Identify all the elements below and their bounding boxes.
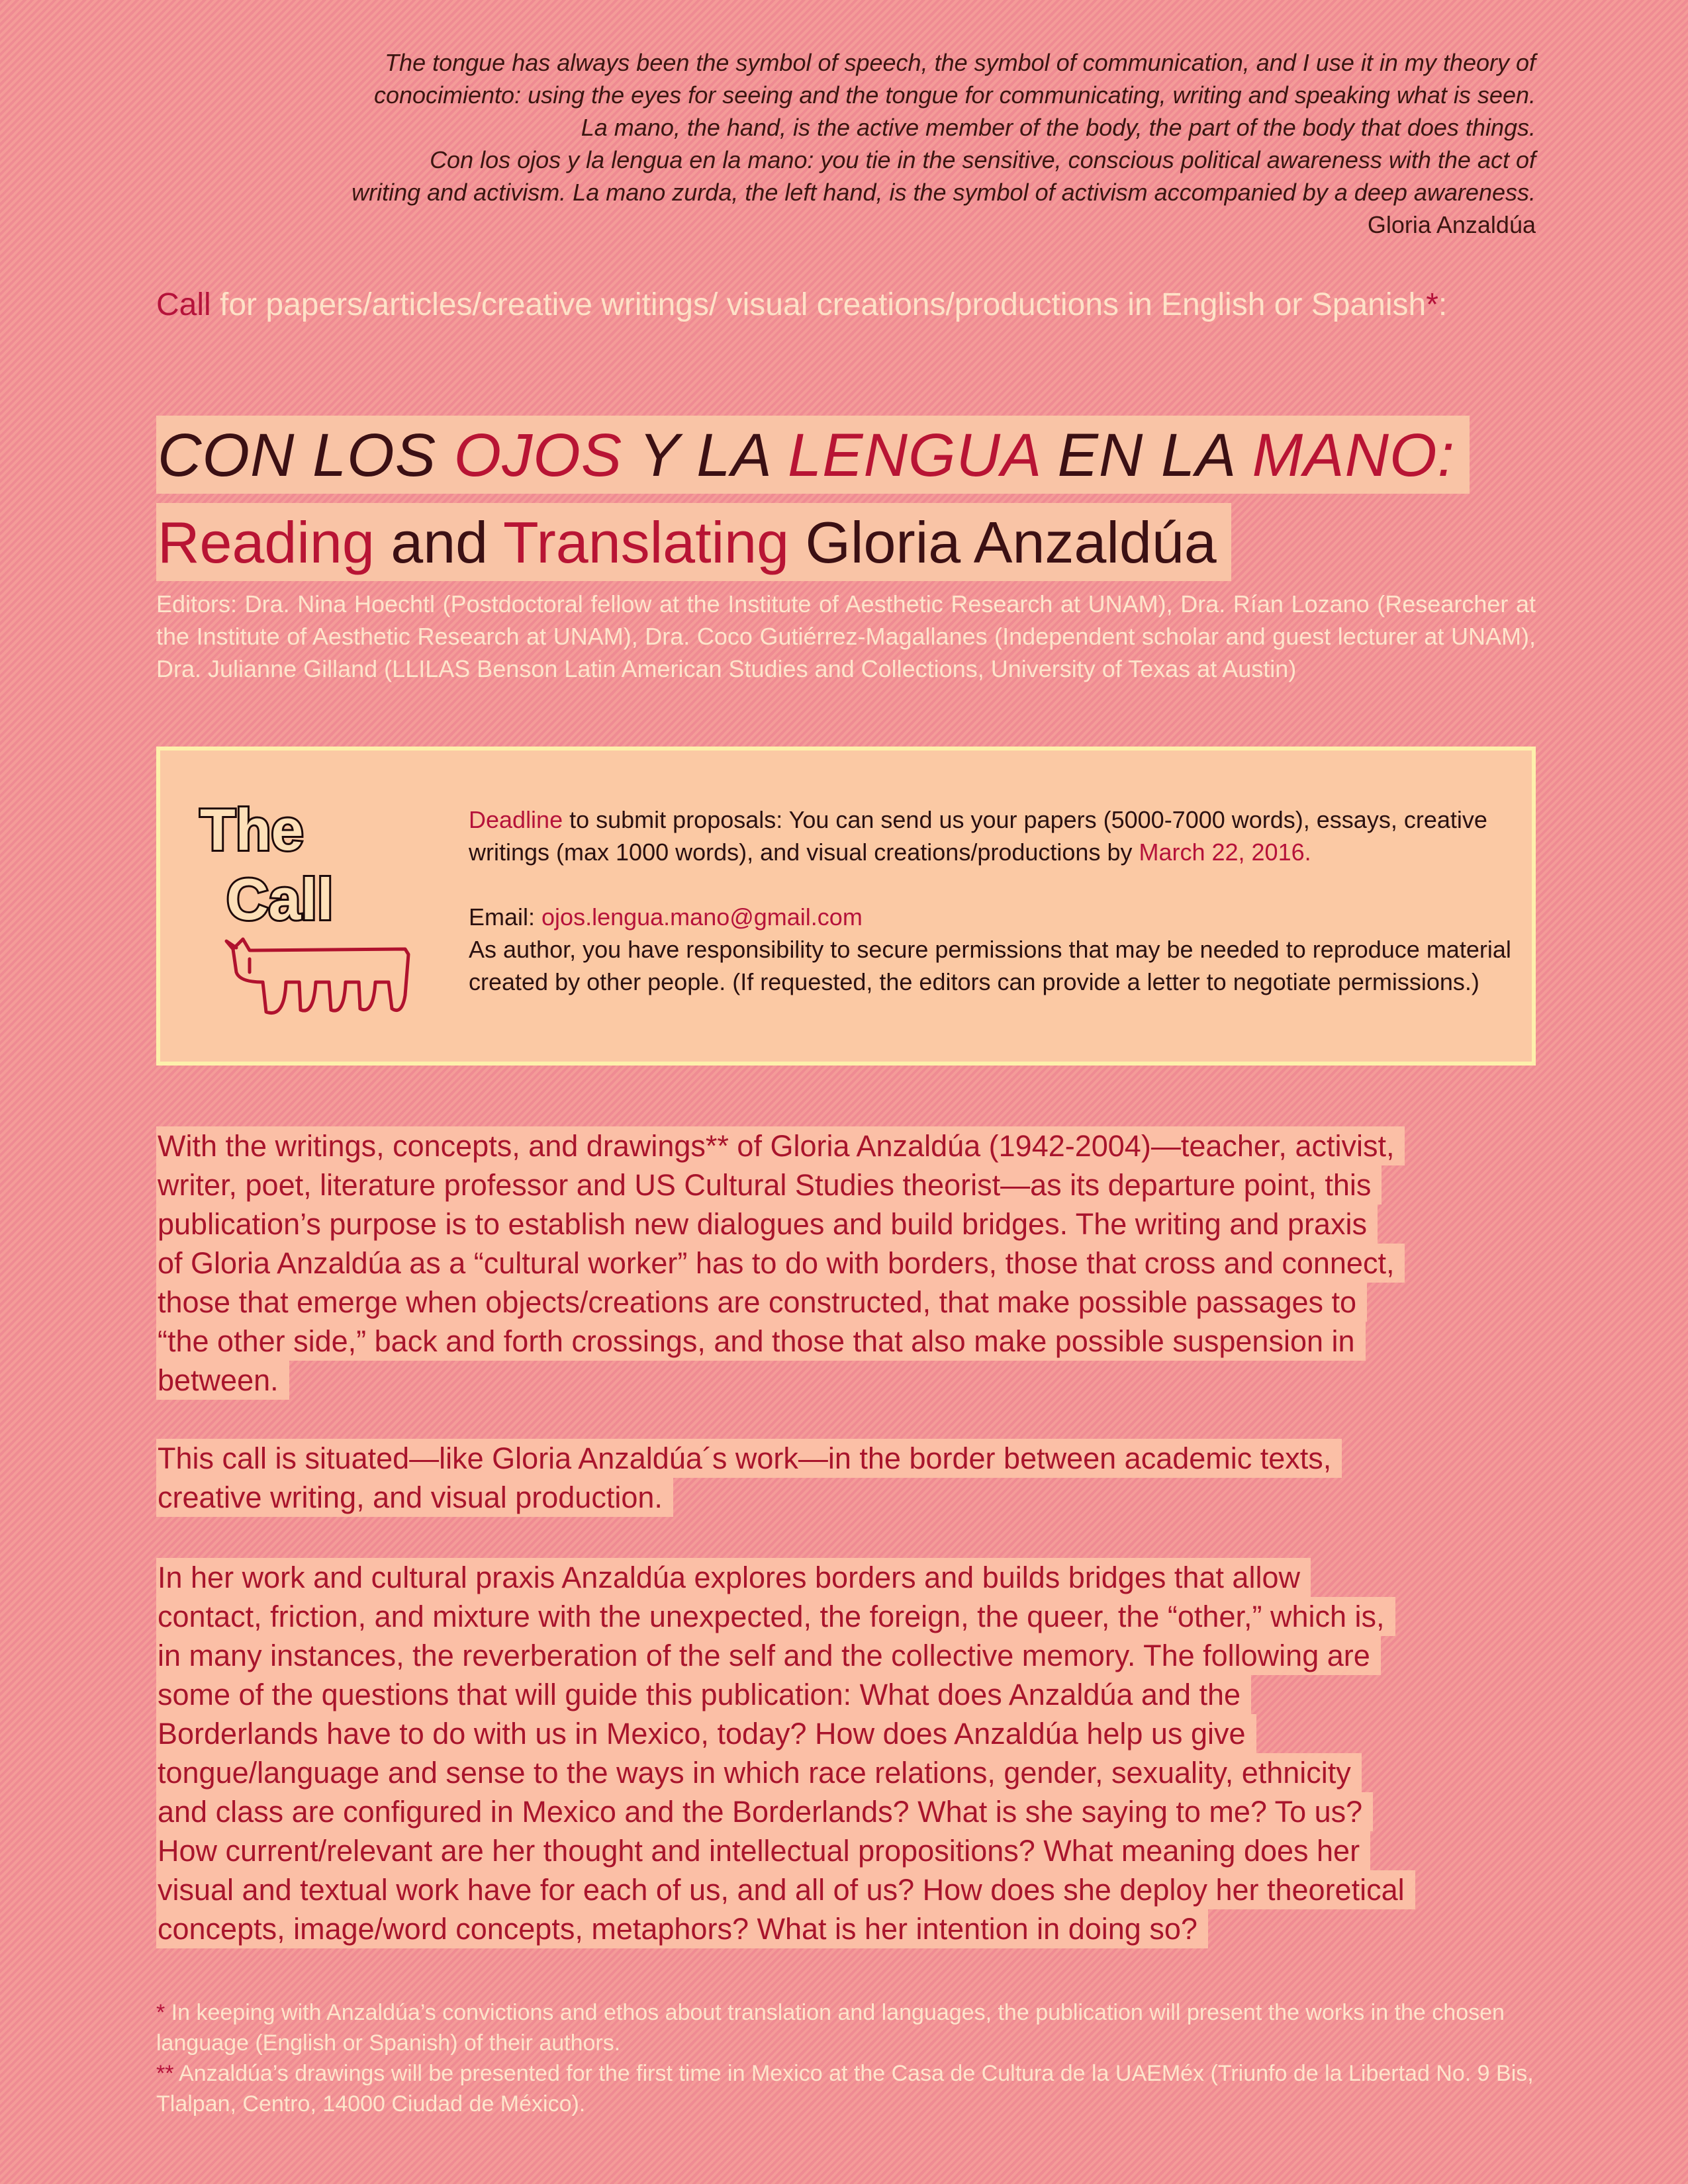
title-word-mano: MANO:	[1252, 422, 1456, 489]
deadline-date: March 22, 2016.	[1139, 839, 1311, 866]
epigraph-line: conocimiento: using the eyes for seeing and the tongue for communicating, writing and speaking what is seen.	[373, 81, 1536, 109]
call-asterisk: *	[1426, 287, 1438, 322]
permissions-paragraph: As author, you have responsibility to secure permissions that may be needed to reproduce material created by other people. (If requested, the editors can provide a letter to negotiate permissions.)	[469, 936, 1511, 995]
paragraph-line: publication’s purpose is to establish new dialogues and build bridges. The writing and praxis	[156, 1205, 1378, 1244]
editors-list: Editors: Dra. Nina Hoechtl (Postdoctoral fellow at the Institute of Aesthetic Research at UNAM), Dra. Rían Lozano (Researcher at the Institute of Aesthetic Research at UNAM), Dra. Coco Gutiérrez-Magallanes (Independent scholar and guest lecturer at UNAM), Dra. Julianne Gilland (LLILAS Benson Latin American Studies and Collections, University of Texas at Austin)	[156, 590, 1536, 682]
paragraph-line: contact, friction, and mixture with the unexpected, the foreign, the queer, the “other,” which is,	[156, 1597, 1395, 1636]
paragraph-line: those that emerge when objects/creations are constructed, that make possible passages to	[156, 1283, 1367, 1322]
call-for-papers	[156, 283, 1536, 327]
paragraph-line: concepts, image/word concepts, metaphors? What is her intention in doing so?	[156, 1909, 1208, 1948]
drawing-label-the: The	[200, 797, 304, 862]
footnote-2-mark: **	[156, 2061, 174, 2086]
epigraph-line: La mano, the hand, is the active member of the body, the part of the body that does things.	[581, 114, 1536, 141]
deadline-text: to submit proposals: You can send us your papers (5000-7000 words), essays, creative writings (max 1000 words), and visual creations/productions by	[469, 806, 1487, 866]
call-text: for papers/articles/creative writings/ visual creations/productions in English or Spanish	[211, 287, 1427, 322]
call-details	[469, 803, 1515, 998]
footnote-2-text: Anzaldúa’s drawings will be presented for the first time in Mexico at the Casa de Cultura de la UAEMéx (Triunfo de la Libertad No. 9 Bis, Tlalpan, Centro, 14000 Ciudad de México).	[156, 2061, 1534, 2116]
paragraph-line: between.	[156, 1361, 289, 1400]
body-paragraph-1	[156, 1126, 1546, 1400]
email-paragraph	[469, 901, 1515, 933]
paragraph-line: creative writing, and visual production.	[156, 1478, 673, 1517]
footnote-2	[156, 2058, 1536, 2119]
paragraph-line: some of the questions that will guide this publication: What does Anzaldúa and the	[156, 1675, 1251, 1714]
paragraph-line: tongue/language and sense to the ways in which race relations, gender, sexuality, ethnicity	[156, 1753, 1362, 1792]
subtitle-word-translating: Translating	[502, 510, 790, 575]
footnote-1-mark: *	[156, 2000, 165, 2025]
epigraph-quote	[132, 46, 1536, 241]
paragraph-line: of Gloria Anzaldúa as a “cultural worker” has to do with borders, those that cross and connect,	[156, 1244, 1405, 1283]
deadline-label: Deadline	[469, 806, 563, 833]
title-word: CON LOS	[158, 422, 454, 489]
title-word-lengua: LENGUA	[787, 422, 1040, 489]
page-title	[156, 416, 1546, 581]
subtitle-word-reading: Reading	[158, 510, 375, 575]
subtitle-word: and	[374, 510, 503, 575]
paragraph-line: in many instances, the reverberation of the self and the collective memory. The following are	[156, 1636, 1381, 1675]
deadline-paragraph	[469, 803, 1515, 868]
footnotes	[156, 1997, 1536, 2119]
paragraph-line: and class are configured in Mexico and the Borderlands? What is she saying to me? To us?	[156, 1792, 1373, 1831]
epigraph-line: The tongue has always been the symbol of speech, the symbol of communication, and I use it in my theory of	[385, 49, 1536, 76]
call-info-box	[156, 747, 1536, 1066]
footnote-1-text: In keeping with Anzaldúa’s convictions and ethos about translation and languages, the publication will present the works in the chosen language (English or Spanish) of their authors.	[156, 2000, 1505, 2056]
animal-drawing-icon	[226, 939, 408, 1013]
email-label: Email:	[469, 903, 542, 931]
epigraph-line: writing and activism. La mano zurda, the left hand, is the symbol of activism accompanied by a deep awareness.	[352, 179, 1536, 206]
paragraph-line: With the writings, concepts, and drawings** of Gloria Anzaldúa (1942-2004)—teacher, activist,	[156, 1126, 1405, 1165]
call-word: Call	[156, 287, 211, 322]
title-word: EN LA	[1039, 422, 1252, 489]
call-colon: :	[1438, 287, 1448, 322]
paragraph-line: In her work and cultural praxis Anzaldúa explores borders and builds bridges that allow	[156, 1558, 1311, 1597]
paragraph-line: writer, poet, literature professor and US Cultural Studies theorist—as its departure point, this	[156, 1165, 1382, 1205]
subtitle-author: Gloria Anzaldúa	[789, 510, 1217, 575]
footnote-1	[156, 1997, 1536, 2058]
paragraph-line: Borderlands have to do with us in Mexico, today? How does Anzaldúa help us give	[156, 1714, 1256, 1753]
body-paragraph-3	[156, 1558, 1546, 1948]
title-line-1	[156, 416, 1470, 494]
epigraph-author: Gloria Anzaldúa	[1367, 211, 1536, 238]
the-call-drawing	[187, 784, 438, 1035]
paragraph-line: How current/relevant are her thought and intellectual propositions? What meaning does her	[156, 1831, 1370, 1870]
epigraph-line: Con los ojos y la lengua en la mano: you tie in the sensitive, conscious political awareness with the act of	[430, 146, 1536, 173]
body-paragraph-2	[156, 1439, 1546, 1517]
title-line-2	[156, 503, 1231, 581]
title-word: Y LA	[622, 422, 788, 489]
paragraph-line: visual and textual work have for each of us, and all of us? How does she deploy her theoretical	[156, 1870, 1415, 1909]
drawing-label-call: Call	[226, 866, 334, 932]
title-word-ojos: OJOS	[453, 422, 623, 489]
email-link[interactable]: ojos.lengua.mano@gmail.com	[541, 903, 863, 931]
paragraph-line: “the other side,” back and forth crossings, and those that also make possible suspension in	[156, 1322, 1366, 1361]
paragraph-line: This call is situated—like Gloria Anzaldúa´s work—in the border between academic texts,	[156, 1439, 1342, 1478]
